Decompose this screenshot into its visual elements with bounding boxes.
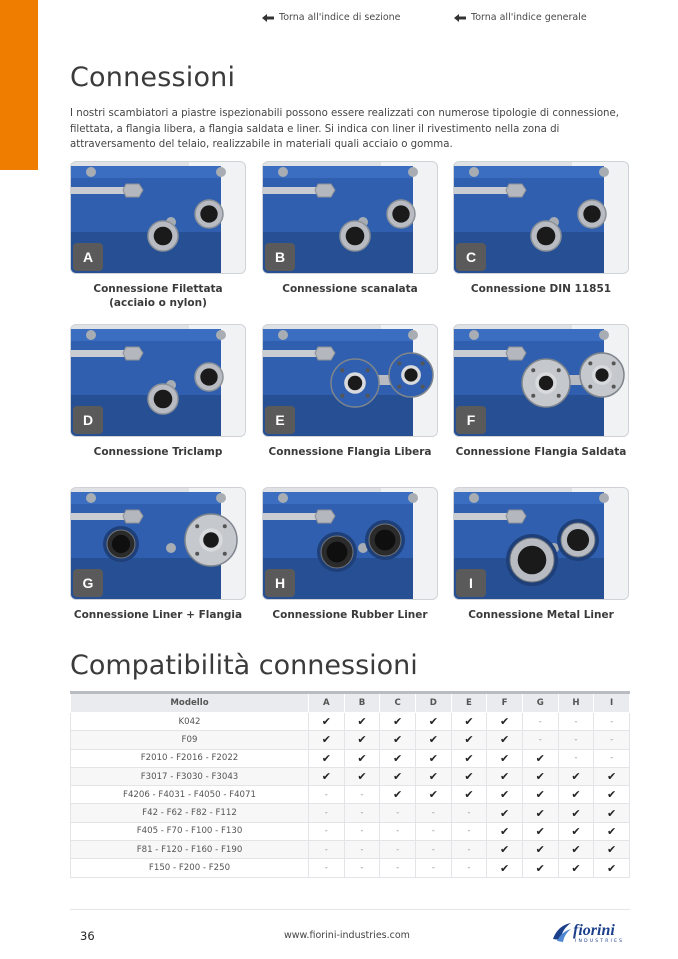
check-icon: ✔ bbox=[309, 749, 345, 767]
check-icon: ✔ bbox=[522, 786, 558, 804]
check-icon: ✔ bbox=[487, 749, 523, 767]
dash-cell: - bbox=[380, 859, 416, 877]
dash-cell: - bbox=[344, 859, 380, 877]
connection-card-h bbox=[262, 487, 438, 622]
check-icon: ✔ bbox=[415, 713, 451, 731]
dash-cell: - bbox=[380, 841, 416, 859]
header-col-g: G bbox=[522, 693, 558, 713]
check-icon: ✔ bbox=[344, 731, 380, 749]
company-logo bbox=[551, 920, 631, 946]
connection-letter-badge: B bbox=[265, 243, 295, 271]
table-row bbox=[71, 859, 630, 877]
logo-wordmark: fiorini bbox=[573, 922, 615, 939]
connection-letter-badge: G bbox=[73, 569, 103, 597]
connection-letter-badge: E bbox=[265, 406, 295, 434]
section-index-label: Torna all'indice di sezione bbox=[279, 12, 401, 23]
connection-letter-badge: D bbox=[73, 406, 103, 434]
model-cell: F3017 - F3030 - F3043 bbox=[71, 767, 309, 785]
connection-caption: Connessione Filettata (acciaio o nylon) bbox=[93, 283, 223, 309]
check-icon: ✔ bbox=[344, 713, 380, 731]
dash-cell: - bbox=[415, 859, 451, 877]
connection-letter-badge: C bbox=[456, 243, 486, 271]
check-icon: ✔ bbox=[594, 804, 630, 822]
dash-cell: - bbox=[522, 731, 558, 749]
section-index-link[interactable] bbox=[262, 12, 401, 23]
check-icon: ✔ bbox=[451, 767, 487, 785]
check-icon: ✔ bbox=[487, 767, 523, 785]
table-row bbox=[71, 804, 630, 822]
connection-card-a bbox=[70, 161, 246, 310]
check-icon: ✔ bbox=[522, 822, 558, 840]
dash-cell: - bbox=[344, 822, 380, 840]
check-icon: ✔ bbox=[380, 767, 416, 785]
model-cell: F81 - F120 - F160 - F190 bbox=[71, 841, 309, 859]
check-icon: ✔ bbox=[380, 731, 416, 749]
dash-cell: - bbox=[594, 713, 630, 731]
table-header-row bbox=[71, 693, 630, 713]
dash-cell: - bbox=[451, 822, 487, 840]
connection-caption: Connessione scanalata bbox=[282, 283, 418, 295]
dash-cell: - bbox=[594, 749, 630, 767]
header-col-f: F bbox=[487, 693, 523, 713]
dash-cell: - bbox=[309, 822, 345, 840]
compatibility-table bbox=[70, 691, 630, 878]
model-cell: F42 - F62 - F82 - F112 bbox=[71, 804, 309, 822]
connection-card-e bbox=[262, 324, 438, 459]
check-icon: ✔ bbox=[558, 767, 594, 785]
connection-card-g bbox=[70, 487, 246, 622]
header-col-d: D bbox=[415, 693, 451, 713]
table-row bbox=[71, 731, 630, 749]
table-row bbox=[71, 841, 630, 859]
website-link[interactable]: www.fiorini-industries.com bbox=[284, 930, 410, 941]
check-icon: ✔ bbox=[487, 713, 523, 731]
general-index-label: Torna all'indice generale bbox=[471, 12, 587, 23]
check-icon: ✔ bbox=[451, 731, 487, 749]
check-icon: ✔ bbox=[558, 841, 594, 859]
check-icon: ✔ bbox=[415, 731, 451, 749]
model-cell: F09 bbox=[71, 731, 309, 749]
check-icon: ✔ bbox=[487, 786, 523, 804]
page-title: Connessioni bbox=[70, 62, 236, 93]
connection-caption: Connessione Metal Liner bbox=[468, 609, 614, 621]
check-icon: ✔ bbox=[309, 731, 345, 749]
dash-cell: - bbox=[309, 859, 345, 877]
dash-cell: - bbox=[594, 731, 630, 749]
check-icon: ✔ bbox=[594, 786, 630, 804]
dash-cell: - bbox=[309, 841, 345, 859]
header-col-b: B bbox=[344, 693, 380, 713]
check-icon: ✔ bbox=[522, 749, 558, 767]
check-icon: ✔ bbox=[380, 749, 416, 767]
connection-card-b bbox=[262, 161, 438, 296]
dash-cell: - bbox=[344, 786, 380, 804]
compatibility-title: Compatibilità connessioni bbox=[70, 650, 418, 681]
check-icon: ✔ bbox=[594, 822, 630, 840]
check-icon: ✔ bbox=[451, 749, 487, 767]
connection-caption: Connessione Liner + Flangia bbox=[73, 609, 243, 621]
model-cell: F405 - F70 - F100 - F130 bbox=[71, 822, 309, 840]
dash-cell: - bbox=[415, 822, 451, 840]
check-icon: ✔ bbox=[415, 767, 451, 785]
connection-photo bbox=[70, 161, 246, 274]
intro-paragraph: I nostri scambiatori a piastre ispezionabili possono essere realizzati con numerose tipologie di connessione, filettata, a flangia libera, a flangia saldata e liner. Si indica con liner il rivestimento nella zona di attraversamento del telaio, realizzabile in materiali quali acciaio o gomma. bbox=[70, 108, 620, 150]
check-icon: ✔ bbox=[594, 841, 630, 859]
check-icon: ✔ bbox=[415, 749, 451, 767]
check-icon: ✔ bbox=[451, 713, 487, 731]
section-accent-tab bbox=[0, 0, 38, 170]
connection-letter-badge: F bbox=[456, 406, 486, 434]
connection-caption: Connessione Rubber Liner bbox=[272, 609, 428, 621]
footer-divider bbox=[70, 909, 630, 910]
dash-cell: - bbox=[344, 804, 380, 822]
dash-cell: - bbox=[451, 804, 487, 822]
check-icon: ✔ bbox=[558, 859, 594, 877]
check-icon: ✔ bbox=[487, 841, 523, 859]
check-icon: ✔ bbox=[380, 713, 416, 731]
back-arrow-icon bbox=[262, 14, 274, 22]
connection-card-f bbox=[453, 324, 629, 459]
connection-photo bbox=[262, 161, 438, 274]
check-icon: ✔ bbox=[487, 804, 523, 822]
connection-photo bbox=[453, 324, 629, 437]
model-cell: K042 bbox=[71, 713, 309, 731]
check-icon: ✔ bbox=[487, 859, 523, 877]
check-icon: ✔ bbox=[309, 767, 345, 785]
back-arrow-icon bbox=[454, 14, 466, 22]
table-row bbox=[71, 713, 630, 731]
connection-letter-badge: H bbox=[265, 569, 295, 597]
connection-caption: Connessione Flangia Libera bbox=[268, 446, 432, 458]
header-model: Modello bbox=[71, 693, 309, 713]
dash-cell: - bbox=[558, 731, 594, 749]
check-icon: ✔ bbox=[558, 822, 594, 840]
model-cell: F2010 - F2016 - F2022 bbox=[71, 749, 309, 767]
check-icon: ✔ bbox=[487, 731, 523, 749]
check-icon: ✔ bbox=[344, 767, 380, 785]
connection-letter-badge: I bbox=[456, 569, 486, 597]
dash-cell: - bbox=[451, 859, 487, 877]
check-icon: ✔ bbox=[594, 767, 630, 785]
dash-cell: - bbox=[558, 713, 594, 731]
table-row bbox=[71, 749, 630, 767]
check-icon: ✔ bbox=[522, 841, 558, 859]
check-icon: ✔ bbox=[558, 786, 594, 804]
dash-cell: - bbox=[451, 841, 487, 859]
check-icon: ✔ bbox=[522, 767, 558, 785]
check-icon: ✔ bbox=[487, 822, 523, 840]
check-icon: ✔ bbox=[451, 786, 487, 804]
header-col-i: I bbox=[594, 693, 630, 713]
check-icon: ✔ bbox=[594, 859, 630, 877]
model-cell: F4206 - F4031 - F4050 - F4071 bbox=[71, 786, 309, 804]
check-icon: ✔ bbox=[522, 804, 558, 822]
connection-photo bbox=[70, 324, 246, 437]
connection-photo bbox=[453, 487, 629, 600]
table-row bbox=[71, 822, 630, 840]
check-icon: ✔ bbox=[344, 749, 380, 767]
logo-subtitle: INDUSTRIES bbox=[575, 939, 625, 944]
connection-letter-badge: A bbox=[73, 243, 103, 271]
check-icon: ✔ bbox=[522, 859, 558, 877]
table-row bbox=[71, 786, 630, 804]
connection-photo bbox=[70, 487, 246, 600]
connection-caption: Connessione Triclamp bbox=[93, 446, 223, 458]
logo-mark-icon bbox=[551, 921, 573, 943]
header-col-e: E bbox=[451, 693, 487, 713]
header-col-c: C bbox=[380, 693, 416, 713]
header-col-a: A bbox=[309, 693, 345, 713]
connection-card-d bbox=[70, 324, 246, 459]
connection-photo bbox=[262, 324, 438, 437]
check-icon: ✔ bbox=[380, 786, 416, 804]
model-cell: F150 - F200 - F250 bbox=[71, 859, 309, 877]
header-col-h: H bbox=[558, 693, 594, 713]
dash-cell: - bbox=[380, 804, 416, 822]
connection-caption: Connessione Flangia Saldata bbox=[455, 446, 627, 458]
connection-card-i bbox=[453, 487, 629, 622]
check-icon: ✔ bbox=[415, 786, 451, 804]
dash-cell: - bbox=[522, 713, 558, 731]
dash-cell: - bbox=[415, 841, 451, 859]
dash-cell: - bbox=[309, 804, 345, 822]
check-icon: ✔ bbox=[558, 804, 594, 822]
connection-photo bbox=[262, 487, 438, 600]
general-index-link[interactable] bbox=[454, 12, 587, 23]
page-number: 36 bbox=[80, 929, 95, 943]
dash-cell: - bbox=[344, 841, 380, 859]
connection-card-c bbox=[453, 161, 629, 296]
connection-caption: Connessione DIN 11851 bbox=[470, 283, 612, 295]
connection-photo bbox=[453, 161, 629, 274]
dash-cell: - bbox=[558, 749, 594, 767]
check-icon: ✔ bbox=[309, 713, 345, 731]
top-navigation bbox=[262, 12, 638, 28]
dash-cell: - bbox=[415, 804, 451, 822]
dash-cell: - bbox=[309, 786, 345, 804]
dash-cell: - bbox=[380, 822, 416, 840]
table-row bbox=[71, 767, 630, 785]
